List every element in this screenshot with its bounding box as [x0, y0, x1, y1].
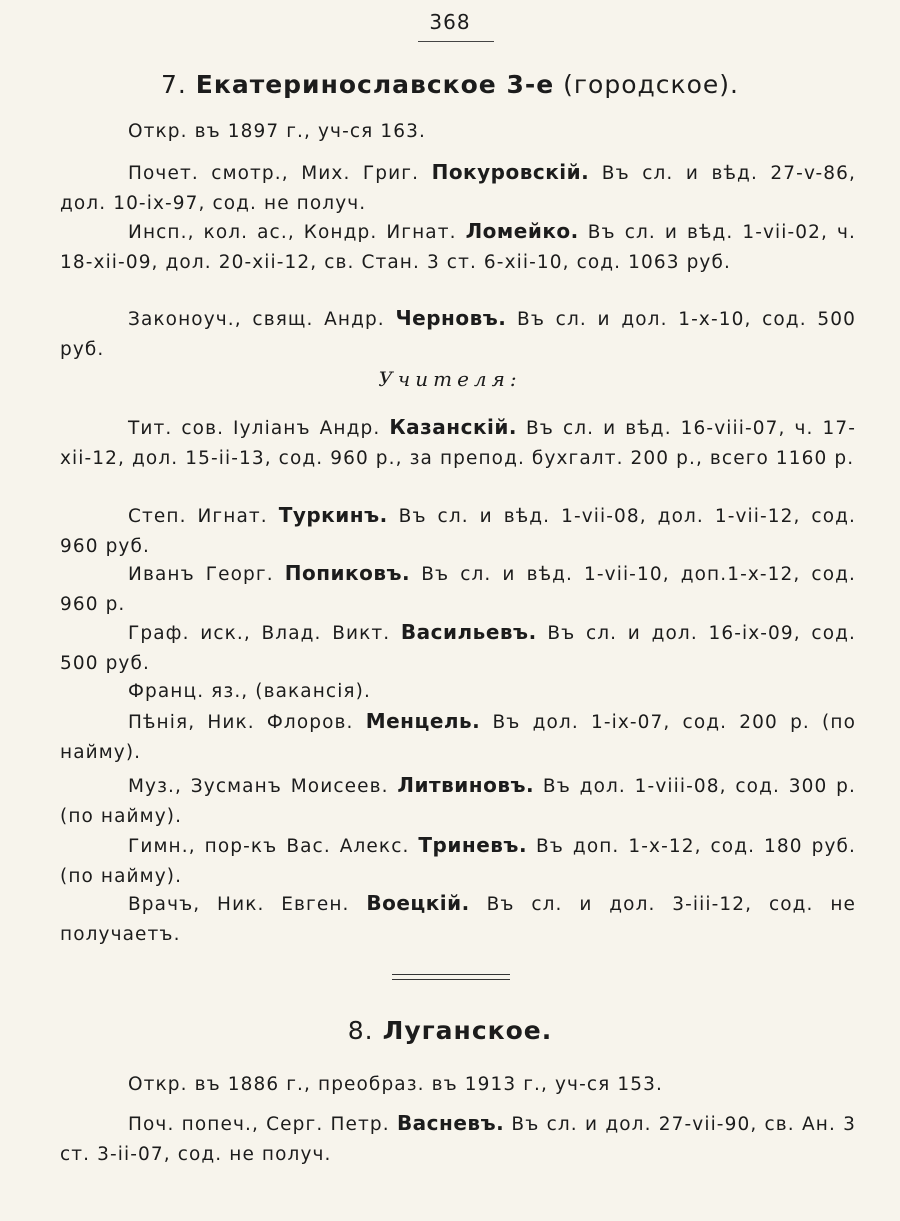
opening-line: Откр. въ 1886 г., преобраз. въ 1913 г., уч-ся 153. — [128, 1074, 663, 1095]
teacher-entry — [60, 500, 856, 562]
teacher-entry — [60, 412, 856, 474]
entry-title: Гимн., пор-къ Вас. Алекс. — [128, 836, 419, 857]
entry-inspector — [60, 216, 856, 278]
entry-details: Въ сл. и дол. 16-ix-09, сод. 500 руб. — [60, 623, 856, 674]
entry-title: Поч. попеч., Серг. Петр. — [128, 1114, 397, 1135]
entry-surname: Менцель. — [365, 709, 481, 733]
entry-title: Франц. яз., (вакансія). — [128, 681, 371, 702]
entry-surname: Триневъ. — [418, 833, 528, 857]
teacher-entry — [60, 558, 856, 620]
entry-surname: Попиковъ. — [284, 561, 411, 585]
entry-details: Въ сл. и вѣд. 1-vii-10, доп.1-x-12, сод. 960 р. — [60, 564, 856, 615]
teacher-entry — [60, 888, 856, 950]
teachers-heading: Учителя: — [378, 367, 522, 391]
page-number-rule — [418, 41, 494, 42]
entry-surname: Черновъ. — [395, 306, 507, 330]
entry-title: Пѣнія, Ник. Флоров. — [128, 712, 366, 733]
page-number: 368 — [429, 10, 471, 34]
section-name: Луганское. — [382, 1016, 553, 1045]
entry-title: Тит. сов. Іуліанъ Андр. — [128, 418, 390, 439]
entry-details: Въ сл. и дол. 27-vii-90, св. Ан. 3 ст. 3-ii-07, сод. не получ. — [60, 1114, 857, 1165]
section-suffix: (городское). — [563, 70, 739, 99]
entry-title: Врачъ, Ник. Евген. — [128, 894, 367, 915]
entry-details: Въ сл. и вѣд. 1-vii-08, дол. 1-vii-12, сод. 960 руб. — [60, 506, 856, 557]
entry-title: Степ. Игнат. — [128, 506, 279, 527]
section-divider — [392, 974, 510, 980]
entry-surname: Васневъ. — [396, 1111, 505, 1135]
entry-surname: Воецкій. — [366, 891, 470, 915]
entry-details: Въ сл. и вѣд. 16-viii-07, ч. 17-xii-12, дол. 15-ii-13, сод. 960 р., за препод. бухгалт. 200 р., всего 1160 р. — [60, 418, 856, 469]
entry-honorary-supervisor — [60, 157, 856, 219]
entry-details: Въ дол. 1-viii-08, сод. 300 р. (по найму). — [60, 776, 856, 827]
entry-religion-teacher — [60, 303, 856, 365]
entry-details: Въ доп. 1-x-12, сод. 180 руб. (по найму). — [60, 836, 856, 887]
entry-details: Въ сл. и дол. 1-x-10, сод. 500 руб. — [60, 309, 856, 360]
entry-title: Муз., Зусманъ Моисеев. — [128, 776, 398, 797]
entry-surname: Литвиновъ. — [397, 773, 535, 797]
section-name: Екатеринославское 3-е — [195, 70, 555, 99]
entry-details: Въ сл. и вѣд. 1-vii-02, ч. 18-xii-09, дол. 20-xii-12, св. Стан. 3 ст. 6-xii-10, сод. 1063 руб. — [60, 222, 857, 273]
entry-details: Въ дол. 1-ix-07, сод. 200 р. (по найму). — [60, 712, 856, 763]
entry-honorary-trustee — [60, 1108, 856, 1170]
entry-surname: Ломейко. — [465, 219, 579, 243]
entry-details: Въ сл. и вѣд. 27-v-86, дол. 10-ix-97, сод. не получ. — [60, 163, 856, 214]
entry-title: Граф. иск., Влад. Викт. — [128, 623, 401, 644]
entry-title: Инсп., кол. ас., Кондр. Игнат. — [128, 222, 466, 243]
section-number: 8. — [347, 1016, 374, 1045]
entry-details: Въ сл. и дол. 3-iii-12, сод. не получаетъ. — [60, 894, 856, 945]
section-number: 7. — [160, 70, 187, 99]
entry-surname: Казанскій. — [389, 415, 517, 439]
entry-title: Законоуч., свящ. Андр. — [128, 309, 396, 330]
opening-line: Откр. въ 1897 г., уч-ся 163. — [128, 121, 426, 142]
teacher-entry — [60, 830, 856, 892]
entry-surname: Васильевъ. — [400, 620, 537, 644]
entry-title: Иванъ Георг. — [128, 564, 285, 585]
teacher-entry — [60, 617, 856, 679]
teacher-entry — [60, 706, 856, 768]
section-title-7 — [0, 70, 900, 99]
entry-title: Почет. смотр., Мих. Григ. — [128, 163, 432, 184]
teacher-entry — [60, 675, 856, 707]
teacher-entry — [60, 770, 856, 832]
entry-surname: Покуровскій. — [431, 160, 590, 184]
entry-surname: Туркинъ. — [278, 503, 388, 527]
section-title-8 — [0, 1016, 900, 1045]
